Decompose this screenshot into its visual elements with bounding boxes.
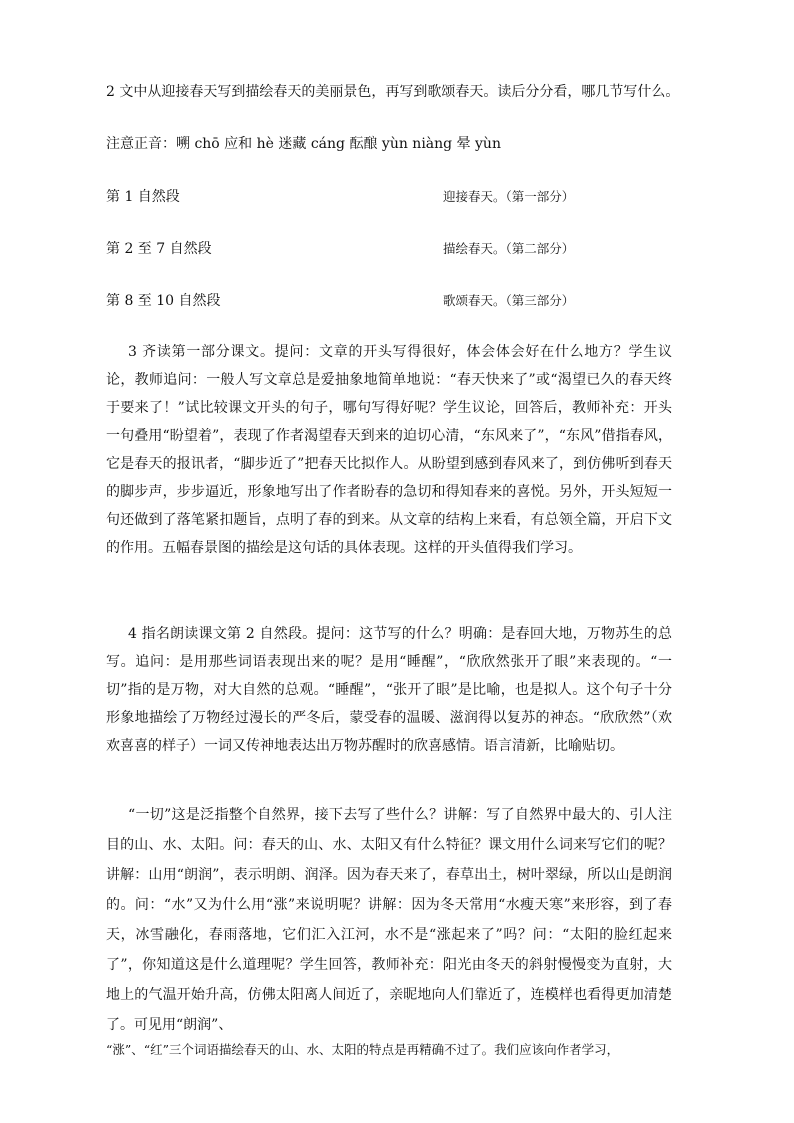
- question-3-paragraph: 3 齐读第一部分课文。提问：文章的开头写得很好，体会体会好在什么地方？学生议论，教师追问：一般人写文章总是爱抽象地简单地说：“春天快来了”或“渴望已久的春天终于要来了！”试比较课文开头的句子，哪句写得好呢？学生议论，回答后，教师补充：开头一句叠用“盼望着”，表现了作者渴望春天到来的迫切心清，“东风来了”，“东风”借指春风，它是春天的报讯者，“脚步近了”把春天比拟作人。从盼望到感到春风来了，到仿佛听到春天的脚步声，步步逼近，形象地写出了作者盼春的急切和得知春来的喜悦。另外，开头短短一句还做到了落笔紧扣题旨，点明了春的到来。从文章的结构上来看，有总领全篇，开启下文的作用。五幅春景图的描绘是这句话的具体表现。这样的开头值得我们学习。: [106, 344, 672, 556]
- question-5-paragraph: “一切”这是泛指整个自然界，接下去写了些什么？讲解：写了自然界中最大的、引人注目的山、水、太阳。问：春天的山、水、太阳又有什么特征？课文用什么词来写它们的呢？讲解：山用“朗润”，表示明朗、润泽。因为春天来了，春草出土，树叶翠绿，所以山是朗润的。问：“水”又为什么用“涨”来说明呢？讲解：因为冬天常用“水瘦天寒”来形容，到了春天，冰雪融化，春雨落地，它们汇入江河，水不是“涨起来了”吗？问：“太阳的脸红起来了”，你知道这是什么道理呢？学生回答，教师补充：阳光由冬天的斜射慢慢变为直射，大地上的气温开始升高，仿佛太阳离人间近了，亲昵地向人们靠近了，连模样也看得更加清楚了。可见用“朗润”、: [106, 807, 672, 1033]
- section-description: 迎接春天。（第一部分）: [443, 189, 575, 204]
- section-label: 第 8 至 10 自然段: [106, 293, 221, 309]
- question-5-last-line: “涨”、“红”三个词语描绘春天的山、水、太阳的特点是再精确不过了。我们应该向作者学习，: [106, 1042, 620, 1057]
- section-description: 歌颂春天。（第三部分）: [443, 293, 575, 308]
- section-label: 第 2 至 7 自然段: [106, 241, 212, 257]
- section-label: 第 1 自然段: [106, 189, 180, 205]
- question-4-paragraph: 4 指名朗读课文第 2 自然段。提问：这节写的什么？明确：是春回大地，万物苏生的总写。追问：是用那些词语表现出来的呢？是用“睡醒”，“欣欣然张开了眼”来表现的。“一切”指的是万物，对大自然的总观。“睡醒”，“张开了眼”是比喻，也是拟人。这个句子十分形象地描绘了万物经过漫长的严冬后，蒙受春的温暖、滋润得以复苏的神态。“欣欣然”（欢欢喜喜的样子）一词又传神地表达出万物苏醒时的欣喜感情。语言清新，比喻贴切。: [106, 626, 672, 754]
- pronunciation-note: 注意正音：嗍 chō 应和 hè 迷藏 cáng 酝酿 yùn niàng 晕 yùn: [106, 136, 501, 152]
- section-description: 描绘春天。（第二部分）: [443, 241, 575, 256]
- question-2-text: 2 文中从迎接春天写到描绘春天的美丽景色，再写到歌颂春天。读后分分看，哪几节写什么。: [106, 84, 680, 100]
